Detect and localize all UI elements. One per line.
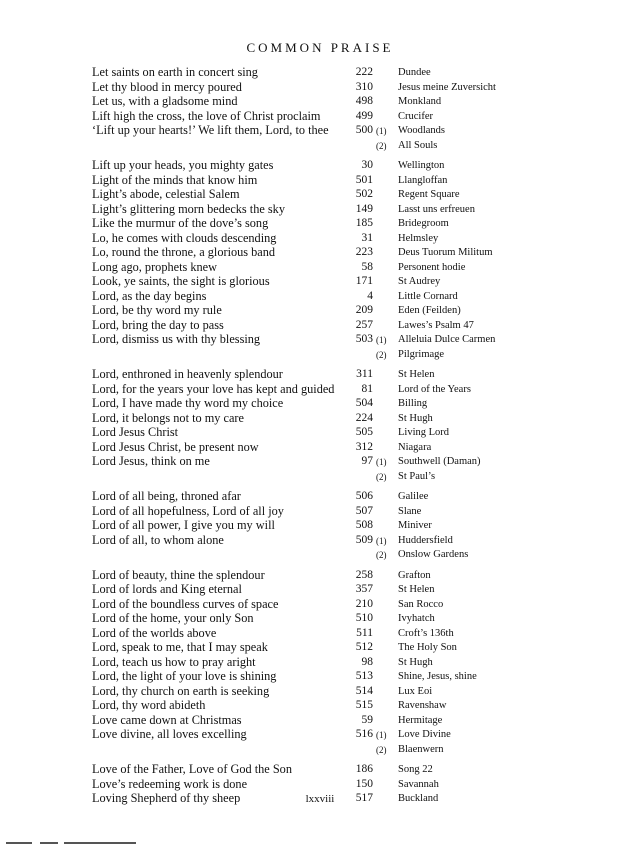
tune-option: (1) xyxy=(376,126,387,136)
index-row xyxy=(0,123,640,138)
index-row xyxy=(0,202,640,217)
tune-name: Eden (Feilden) xyxy=(398,305,461,316)
tune-name: Song 22 xyxy=(398,764,433,775)
hymn-number: 512 xyxy=(355,641,373,653)
index-row xyxy=(0,582,640,597)
tune-option: (1) xyxy=(376,535,387,546)
hymn-number: 222 xyxy=(355,66,373,78)
hymn-title: Lord of the boundless curves of space xyxy=(92,596,279,611)
hymn-number: 503 xyxy=(355,333,373,345)
hymn-title: Lo, round the throne, a glorious band xyxy=(92,245,276,259)
hymn-title: Lift up your heads, you mighty gates xyxy=(92,158,274,172)
tune-name: Regent Square xyxy=(398,189,460,200)
hymn-number: 4 xyxy=(367,289,373,302)
hymn-number: 501 xyxy=(355,173,373,186)
index-row xyxy=(0,425,640,440)
hymn-number: 510 xyxy=(355,612,373,624)
index-row xyxy=(0,173,640,188)
hymn-number: 515 xyxy=(355,699,373,711)
hymn-title: Lord of all, to whom alone xyxy=(92,532,224,547)
tune-name: Pilgrimage xyxy=(398,348,445,360)
tune-option: (1) xyxy=(376,730,387,740)
hymn-title: Let us, with a gladsome mind xyxy=(92,94,238,108)
hymn-number: 171 xyxy=(355,275,373,287)
index-row xyxy=(0,109,640,124)
hymn-title: Lord, bring the day to pass xyxy=(92,317,224,332)
tune-name: Slane xyxy=(398,505,422,517)
hymn-number: 517 xyxy=(355,792,373,804)
hymn-title: Lord, dismiss us with thy blessing xyxy=(92,332,261,346)
hymn-title: Let thy blood in mercy poured xyxy=(92,79,242,94)
hymn-number: 516 xyxy=(355,728,373,740)
tune-name: Dundee xyxy=(398,67,431,78)
hymn-title: Love’s redeeming work is done xyxy=(92,776,248,791)
hymn-title: Lord of all hopefulness, Lord of all joy xyxy=(92,503,284,518)
index-row xyxy=(0,762,640,777)
tune-name: St Audrey xyxy=(398,276,441,287)
tune-name: Miniver xyxy=(398,520,432,531)
hymn-title: Lord, it belongs not to my care xyxy=(92,410,244,425)
hymn-number: 504 xyxy=(355,397,373,409)
tune-option: (1) xyxy=(376,335,387,345)
hymn-title: Like the murmur of the dove’s song xyxy=(92,216,269,230)
tune-name: Lasst uns erfreuen xyxy=(398,203,475,215)
tune-option: (2) xyxy=(376,471,387,482)
hymn-number: 312 xyxy=(355,440,373,453)
tune-name: Wellington xyxy=(398,160,445,171)
index-row xyxy=(0,318,640,333)
hymn-number: 505 xyxy=(355,426,373,438)
tune-name: All Souls xyxy=(398,139,438,151)
tune-name: Lux Eoi xyxy=(398,685,433,697)
hymn-number: 30 xyxy=(361,159,373,171)
index-row xyxy=(0,411,640,426)
hymn-title: Light’s glittering morn bedecks the sky xyxy=(92,201,285,216)
tune-name: St Helen xyxy=(398,369,435,380)
hymn-number: 209 xyxy=(355,304,373,316)
hymn-title: Lift high the cross, the love of Christ proclaim xyxy=(92,108,321,123)
hymn-number: 58 xyxy=(361,260,373,273)
index-row xyxy=(0,187,640,202)
hymn-number: 257 xyxy=(355,318,373,331)
hymn-number: 97 xyxy=(361,455,373,467)
page-header: COMMON PRAISE xyxy=(246,40,394,55)
hymn-title: Lord of all being, throned afar xyxy=(92,489,241,503)
index-row xyxy=(0,504,640,519)
tune-name: St Paul’s xyxy=(398,470,436,482)
tune-name: Blaenwern xyxy=(398,743,444,755)
hymn-number: 514 xyxy=(355,684,373,697)
tune-name: Alleluia Dulce Carmen xyxy=(398,334,496,345)
index-row xyxy=(0,626,640,641)
tune-name: Llangloffan xyxy=(398,174,448,186)
hymn-number: 508 xyxy=(355,519,373,531)
tune-option: (1) xyxy=(376,457,387,467)
tune-name: Grafton xyxy=(398,569,431,581)
hymn-number: 311 xyxy=(356,368,373,380)
hymn-title: Love came down at Christmas xyxy=(92,712,242,727)
hymn-number: 81 xyxy=(361,382,373,395)
index-row xyxy=(0,547,640,562)
tune-name: St Hugh xyxy=(398,656,433,668)
tune-name: The Holy Son xyxy=(398,642,457,653)
hymn-number: 150 xyxy=(355,777,373,790)
hymn-title: Lord, thy word abideth xyxy=(92,698,206,712)
index-row xyxy=(0,568,640,583)
index-row xyxy=(0,303,640,318)
tune-name: St Helen xyxy=(398,584,435,595)
hymn-title: Lord, enthroned in heavenly splendour xyxy=(92,367,283,381)
hymn-title: Lord, the light of your love is shining xyxy=(92,669,277,683)
index-row xyxy=(0,611,640,626)
hymn-number: 498 xyxy=(355,95,373,107)
tune-name: Little Cornard xyxy=(398,290,458,302)
tune-name: Buckland xyxy=(398,793,439,804)
index-row xyxy=(0,158,640,173)
tune-option: (2) xyxy=(376,550,387,560)
index-row xyxy=(0,727,640,742)
hymn-number: 502 xyxy=(355,188,373,200)
index-row xyxy=(0,138,640,153)
hymn-number: 499 xyxy=(355,109,373,122)
tune-name: Love Divine xyxy=(398,729,451,740)
tune-name: San Rocco xyxy=(398,598,444,610)
hymn-title: Loving Shepherd of thy sheep xyxy=(92,791,241,805)
index-row xyxy=(0,640,640,655)
tune-name: Lawes’s Psalm 47 xyxy=(398,319,474,331)
tune-name: Jesus meine Zuversicht xyxy=(398,81,496,93)
hymn-title: Lord of lords and King eternal xyxy=(92,582,242,596)
tune-name: Lord of the Years xyxy=(398,383,471,395)
hymn-title: Lo, he comes with clouds descending xyxy=(92,230,277,245)
index-row xyxy=(0,489,640,504)
index-row xyxy=(0,440,640,455)
hymn-number: 31 xyxy=(361,231,373,244)
index-row xyxy=(0,777,640,792)
index-row xyxy=(0,65,640,80)
tune-name: Monkland xyxy=(398,96,442,107)
index-row xyxy=(0,454,640,469)
hymn-title: Lord of beauty, thine the splendour xyxy=(92,567,265,582)
hymn-number: 210 xyxy=(355,597,373,610)
tune-option: (2) xyxy=(376,140,387,151)
hymn-number: 59 xyxy=(361,713,373,726)
hymn-number: 310 xyxy=(355,80,373,93)
hymn-title: Lord, as the day begins xyxy=(92,288,207,303)
hymn-number: 186 xyxy=(355,763,373,775)
index-row xyxy=(0,396,640,411)
index-row xyxy=(0,382,640,397)
hymn-number: 507 xyxy=(355,504,373,517)
index-row xyxy=(0,597,640,612)
index-row xyxy=(0,655,640,670)
index-row xyxy=(0,669,640,684)
index-row xyxy=(0,260,640,275)
hymn-title: Let saints on earth in concert sing xyxy=(92,65,258,79)
index-row xyxy=(0,231,640,246)
index-row xyxy=(0,469,640,484)
hymn-number: 500 xyxy=(355,124,373,136)
tune-name: Helmsley xyxy=(398,232,439,244)
hymn-title: Light’s abode, celestial Salem xyxy=(92,187,240,201)
tune-name: Deus Tuorum Militum xyxy=(398,247,493,258)
page-number: lxxviii xyxy=(305,793,335,805)
scan-artifact xyxy=(6,841,136,845)
hymn-title: Lord of all power, I give you my will xyxy=(92,518,275,532)
tune-name: St Hugh xyxy=(398,412,433,424)
hymn-title: Lord, speak to me, that I may speak xyxy=(92,640,268,654)
tune-option: (2) xyxy=(376,349,387,360)
hymn-title: Lord, I have made thy word my choice xyxy=(92,396,284,410)
hymn-number: 98 xyxy=(361,655,373,668)
index-row xyxy=(0,347,640,362)
hymn-index-list xyxy=(0,65,640,806)
tune-name: Bridegroom xyxy=(398,218,449,229)
hymn-number: 511 xyxy=(356,626,373,639)
tune-name: Croft’s 136th xyxy=(398,627,454,639)
index-row xyxy=(0,533,640,548)
hymn-number: 223 xyxy=(355,246,373,258)
hymn-title: Long ago, prophets knew xyxy=(92,259,217,274)
hymn-number: 506 xyxy=(355,490,373,502)
tune-name: Savannah xyxy=(398,778,439,790)
index-row xyxy=(0,684,640,699)
hymn-title: Lord Jesus, think on me xyxy=(92,454,210,468)
hymn-number: 149 xyxy=(355,202,373,215)
tune-name: Shine, Jesus, shine xyxy=(398,671,477,682)
index-row xyxy=(0,289,640,304)
hymn-title: Love divine, all loves excelling xyxy=(92,727,247,741)
hymn-title: Lord, teach us how to pray aright xyxy=(92,654,256,669)
tune-name: Hermitage xyxy=(398,714,443,726)
index-row xyxy=(0,713,640,728)
tune-name: Personent hodie xyxy=(398,261,466,273)
tune-name: Billing xyxy=(398,398,428,409)
tune-name: Niagara xyxy=(398,441,432,453)
index-row xyxy=(0,332,640,347)
index-row xyxy=(0,245,640,260)
hymn-number: 513 xyxy=(355,670,373,682)
tune-name: Galilee xyxy=(398,491,429,502)
hymn-title: Look, ye saints, the sight is glorious xyxy=(92,274,270,288)
index-row xyxy=(0,94,640,109)
hymn-number: 509 xyxy=(355,533,373,546)
hymn-title: Lord Jesus Christ, be present now xyxy=(92,439,259,454)
index-row xyxy=(0,274,640,289)
index-row xyxy=(0,518,640,533)
tune-option: (2) xyxy=(376,744,387,755)
index-row xyxy=(0,367,640,382)
hymn-title: Lord, thy church on earth is seeking xyxy=(92,683,270,698)
hymn-number: 357 xyxy=(355,583,373,595)
hymn-title: Lord of the worlds above xyxy=(92,625,217,640)
hymn-title: Light of the minds that know him xyxy=(92,172,258,187)
tune-name: Onslow Gardens xyxy=(398,549,469,560)
tune-name: Ravenshaw xyxy=(398,700,447,711)
index-row xyxy=(0,742,640,757)
index-row xyxy=(0,216,640,231)
hymn-title: Lord, be thy word my rule xyxy=(92,303,222,317)
hymn-title: Lord Jesus Christ xyxy=(92,425,179,439)
index-row xyxy=(0,698,640,713)
hymn-title: Love of the Father, Love of God the Son xyxy=(92,762,292,776)
hymn-title: Lord, for the years your love has kept and guided xyxy=(92,381,335,396)
tune-name: Ivyhatch xyxy=(398,613,435,624)
tune-name: Southwell (Daman) xyxy=(398,456,481,467)
tune-name: Living Lord xyxy=(398,427,450,438)
index-row xyxy=(0,80,640,95)
hymn-number: 224 xyxy=(355,411,373,424)
tune-name: Huddersfield xyxy=(398,534,453,546)
hymn-number: 185 xyxy=(355,217,373,229)
tune-name: Crucifer xyxy=(398,110,433,122)
hymn-title: ‘Lift up your hearts!’ We lift them, Lord, to thee xyxy=(92,123,329,137)
tune-name: Woodlands xyxy=(398,125,445,136)
hymn-number: 258 xyxy=(355,568,373,581)
hymn-title: Lord of the home, your only Son xyxy=(92,611,254,625)
